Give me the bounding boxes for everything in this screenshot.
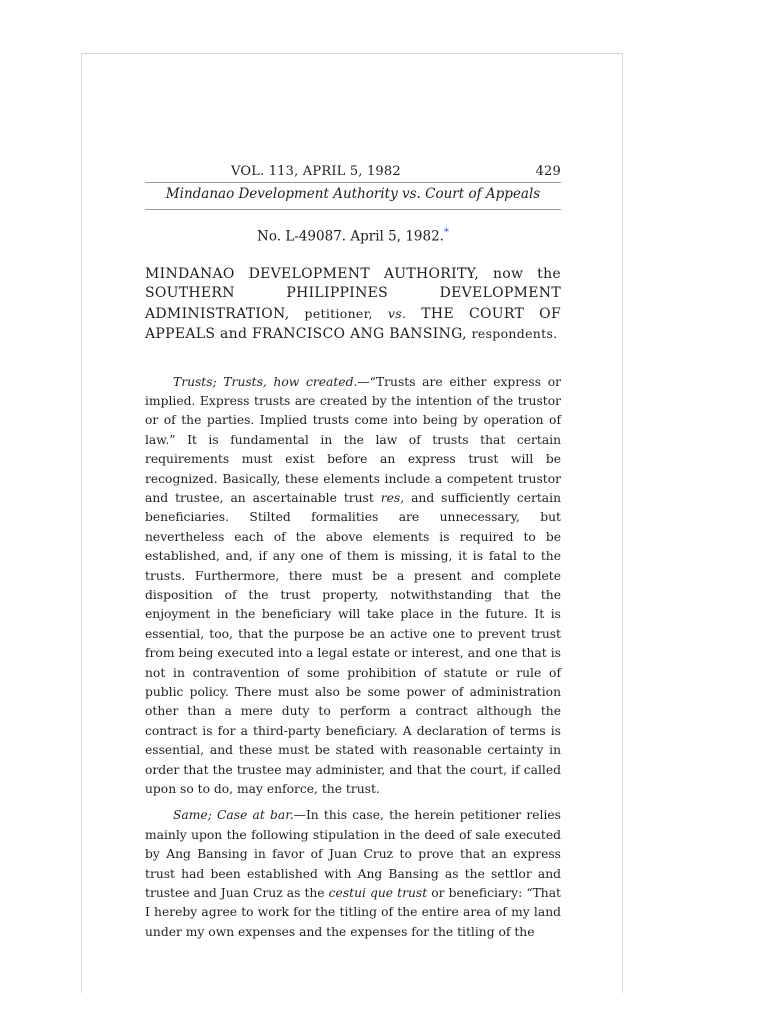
respondents-role: respondents. xyxy=(471,326,558,341)
petitioner-role: petitioner, xyxy=(304,305,373,321)
header-rule-bottom xyxy=(145,209,561,210)
running-head xyxy=(145,160,561,182)
syllabus-keyword: Trusts; Trusts, how created. xyxy=(173,374,358,389)
short-caption: Mindanao Development Authority vs. Court of Appeals xyxy=(165,186,541,202)
versus-text: vs. xyxy=(387,305,407,321)
petitioner-name: MINDANAO DEVELOPMENT AUTHORITY, now the SOUTHERN PHILIPPINES DEVELOPMENT ADMINISTRATION, xyxy=(145,265,561,322)
respondents-name: THE COURT OF APPEALS and FRANCISCO ANG BANSING, xyxy=(145,305,561,342)
syllabus-paragraph xyxy=(145,806,561,942)
syllabus-text: —“Trusts are either express or implied. Express trusts are created by the intention of the trustor or of the parties. Implied trusts come into being by operation of law.” It is fundamental in the law of trusts that certain requirements must exist before an express trust will be recognized. Basically, these elements include a competent trustor and trustee, an ascertainable trust xyxy=(145,374,561,505)
case-parties xyxy=(145,265,561,345)
syllabus-text: or beneficiary: “That I hereby agree to work for the titling of the entire area of my land under my own expenses and the expenses for the titling of the xyxy=(145,886,561,939)
syllabus-italic-term: cestui que trust xyxy=(328,886,428,901)
syllabus xyxy=(145,373,561,943)
footnote-mark[interactable]: * xyxy=(443,227,449,238)
syllabus-keyword: Same; Case at bar. xyxy=(173,808,294,823)
syllabus-text: and sufficiently certain beneficiaries. Stilted formalities are unnecessary, but nevertheless each of the above elements is required to be established, and, if any one of them is missing, it is fatal to the trusts. Furthermore, there must be a present and complete disposition of the trust property, notwithstanding that the enjoyment in the beneficiary will take place in the future. It is essential, too, that the purpose be an active one to prevent trust from being executed into a legal estate or interest, and one that is not in contravention of some prohibition of statute or rule of public policy. There must also be some power of administration other than a mere duty to perform a contract although the contract is for a third-party beneficiary. A declaration of terms is essential, and these must be stated with reasonable certainty in order that the trustee may administer, and that the court, if called upon so to do, may enforce, the trust. xyxy=(145,490,561,797)
syllabus-italic-term: res, xyxy=(380,490,405,505)
docket-line xyxy=(145,227,561,245)
volume-line: VOL. 113, APRIL 5, 1982 xyxy=(231,164,401,179)
page-content xyxy=(145,160,561,949)
page-number: 429 xyxy=(535,164,561,179)
docket-number: No. L-49087. April 5, 1982. xyxy=(257,228,444,245)
syllabus-text: —In this case, the herein petitioner relies mainly upon the following stipulation in the deed of sale executed by Ang Bansing in favor of Juan Cruz to prove that an express trust had been established with Ang Bansing as the settlor and trustee and Juan Cruz as the xyxy=(145,808,561,901)
syllabus-paragraph xyxy=(145,373,561,800)
